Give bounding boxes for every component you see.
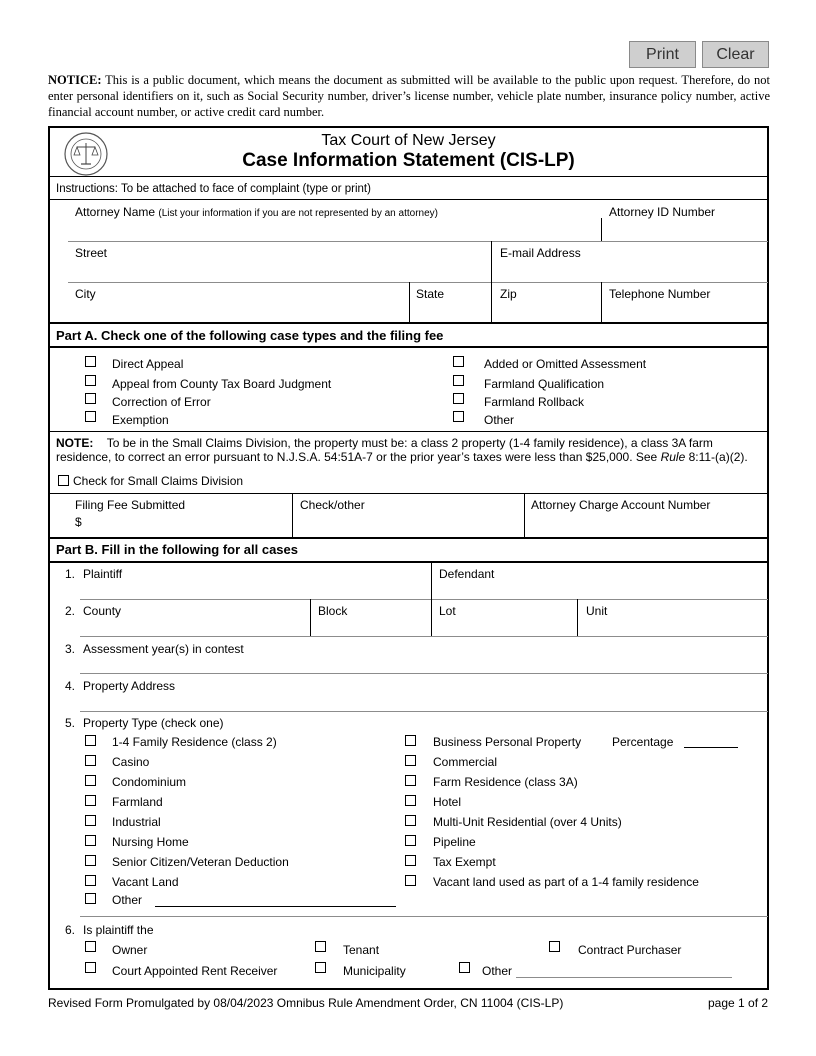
item-6-number: 6. [65,923,76,937]
option-rent-receiver: Court Appointed Rent Receiver [112,964,278,978]
checkbox-senior-veteran[interactable] [85,855,96,866]
instructions: Instructions: To be attached to face of complaint (type or print) [56,183,371,195]
clear-button[interactable]: Clear [702,41,769,68]
attorney-name-label: Attorney Name (List your information if you are not represented by an attorney) [75,205,438,219]
check-other-label: Check/other [300,498,365,512]
note-line-1: NOTE: To be in the Small Claims Division, the property must be: a class 2 property (1-4 family residence), a class 3A farm [56,436,713,450]
checkbox-multi-unit[interactable] [405,815,416,826]
plaintiff-label: Plaintiff [83,567,123,581]
checkbox-rent-receiver[interactable] [85,962,96,973]
part-a-heading: Part A. Check one of the following case types and the filing fee [56,328,444,343]
checkbox-county-appeal[interactable] [85,375,96,386]
notice [48,72,770,120]
note-line-2: residence, to correct an error pursuant to N.J.S.A. 54:51A-7 or the prior year’s taxes were less than $25,000. See Rule 8:11-(a)(2). [56,450,748,464]
zip-label: Zip [500,287,517,301]
checkbox-farmland-rollback[interactable] [453,393,464,404]
attorney-id-label: Attorney ID Number [609,205,716,219]
checkbox-small-claims[interactable] [58,475,69,486]
option-condominium: Condominium [112,775,187,789]
option-added-omitted: Added or Omitted Assessment [484,357,647,371]
checkbox-exemption[interactable] [85,411,96,422]
property-other-line[interactable] [155,906,396,907]
court-name: Tax Court of New Jersey [321,132,496,149]
checkbox-industrial[interactable] [85,815,96,826]
defendant-label: Defendant [439,567,495,581]
option-vacant-land: Vacant Land [112,875,179,889]
checkbox-direct-appeal[interactable] [85,356,96,367]
option-multi-unit: Multi-Unit Residential (over 4 Units) [433,815,622,829]
option-owner: Owner [112,943,148,957]
item-3-number: 3. [65,642,76,656]
option-commercial: Commercial [433,755,498,769]
unit-label: Unit [586,604,608,618]
checkbox-farm-residence[interactable] [405,775,416,786]
checkbox-commercial[interactable] [405,755,416,766]
charge-account-label: Attorney Charge Account Number [531,498,711,512]
dollar-sign: $ [75,515,82,529]
option-hotel: Hotel [433,795,462,809]
option-contract-purchaser: Contract Purchaser [578,943,682,957]
item-1-number: 1. [65,567,76,581]
block-label: Block [318,604,348,618]
checkbox-municipality[interactable] [315,962,326,973]
checkbox-vacant-land[interactable] [85,875,96,886]
option-tenant: Tenant [343,943,380,957]
part-b-heading: Part B. Fill in the following for all cases [56,542,298,557]
city-label: City [75,287,96,301]
plaintiff-is-label: Is plaintiff the [83,923,154,937]
option-vacant-residence: Vacant land used as part of a 1-4 family residence [433,875,699,889]
item-2-number: 2. [65,604,76,618]
checkbox-nursing-home[interactable] [85,835,96,846]
property-address-label: Property Address [83,679,176,693]
print-button[interactable]: Print [629,41,696,68]
checkbox-hotel[interactable] [405,795,416,806]
option-direct-appeal: Direct Appeal [112,357,184,371]
phone-label: Telephone Number [609,287,711,301]
checkbox-farmland-qualification[interactable] [453,375,464,386]
property-type-label: Property Type (check one) [83,716,224,730]
checkbox-other-case[interactable] [453,411,464,422]
checkbox-1-4-family[interactable] [85,735,96,746]
item-5-number: 5. [65,716,76,730]
checkbox-vacant-residence[interactable] [405,875,416,886]
option-exemption: Exemption [112,413,169,427]
notice-text: This is a public document, which means the document as submitted will be available to the public upon request. Therefore, do not enter personal identifiers on it, such as Social Security number, driver’s license number, vehicle plate number, insurance policy number, active financial account number, or active credit card number. [48,73,771,119]
lot-label: Lot [439,604,456,618]
option-tax-exempt: Tax Exempt [433,855,496,869]
option-business-personal: Business Personal Property [433,735,582,749]
option-casino: Casino [112,755,150,769]
footer-page-number: page 1 of 2 [708,996,769,1010]
small-claims-label: Check for Small Claims Division [73,474,244,488]
checkbox-condominium[interactable] [85,775,96,786]
filing-fee-label: Filing Fee Submitted [75,498,186,512]
checkbox-farmland[interactable] [85,795,96,806]
option-pipeline: Pipeline [433,835,476,849]
item-4-number: 4. [65,679,76,693]
option-other-case: Other [484,413,515,427]
percentage-line[interactable] [684,747,738,748]
notice-label: NOTICE: [48,73,102,87]
option-farmland: Farmland [112,795,163,809]
county-label: County [83,604,122,618]
plaintiff-other-line[interactable] [516,977,732,978]
option-county-appeal: Appeal from County Tax Board Judgment [112,377,332,391]
checkbox-plaintiff-other[interactable] [459,962,470,973]
street-label: Street [75,246,108,260]
checkbox-casino[interactable] [85,755,96,766]
checkbox-tax-exempt[interactable] [405,855,416,866]
checkbox-tenant[interactable] [315,941,326,952]
option-farm-residence: Farm Residence (class 3A) [433,775,578,789]
checkbox-pipeline[interactable] [405,835,416,846]
assessment-year-label: Assessment year(s) in contest [83,642,244,656]
option-industrial: Industrial [112,815,161,829]
checkbox-added-omitted[interactable] [453,356,464,367]
checkbox-correction[interactable] [85,393,96,404]
form-title: Case Information Statement (CIS-LP) [242,150,575,171]
email-label: E-mail Address [500,246,581,260]
option-property-other: Other [112,893,143,907]
checkbox-business-personal[interactable] [405,735,416,746]
option-nursing-home: Nursing Home [112,835,189,849]
option-1-4-family: 1-4 Family Residence (class 2) [112,735,277,749]
checkbox-owner[interactable] [85,941,96,952]
checkbox-contract-purchaser[interactable] [549,941,560,952]
option-farmland-rollback: Farmland Rollback [484,395,585,409]
checkbox-property-other[interactable] [85,893,96,904]
option-plaintiff-other: Other [482,964,513,978]
footer-form-info: Revised Form Promulgated by 08/04/2023 Omnibus Rule Amendment Order, CN 11004 (CIS-LP) [48,996,564,1010]
option-farmland-qualification: Farmland Qualification [484,377,605,391]
option-senior-veteran: Senior Citizen/Veteran Deduction [112,855,289,869]
state-label: State [416,287,445,301]
percentage-label: Percentage [612,735,674,749]
option-municipality: Municipality [343,964,406,978]
option-correction: Correction of Error [112,395,211,409]
